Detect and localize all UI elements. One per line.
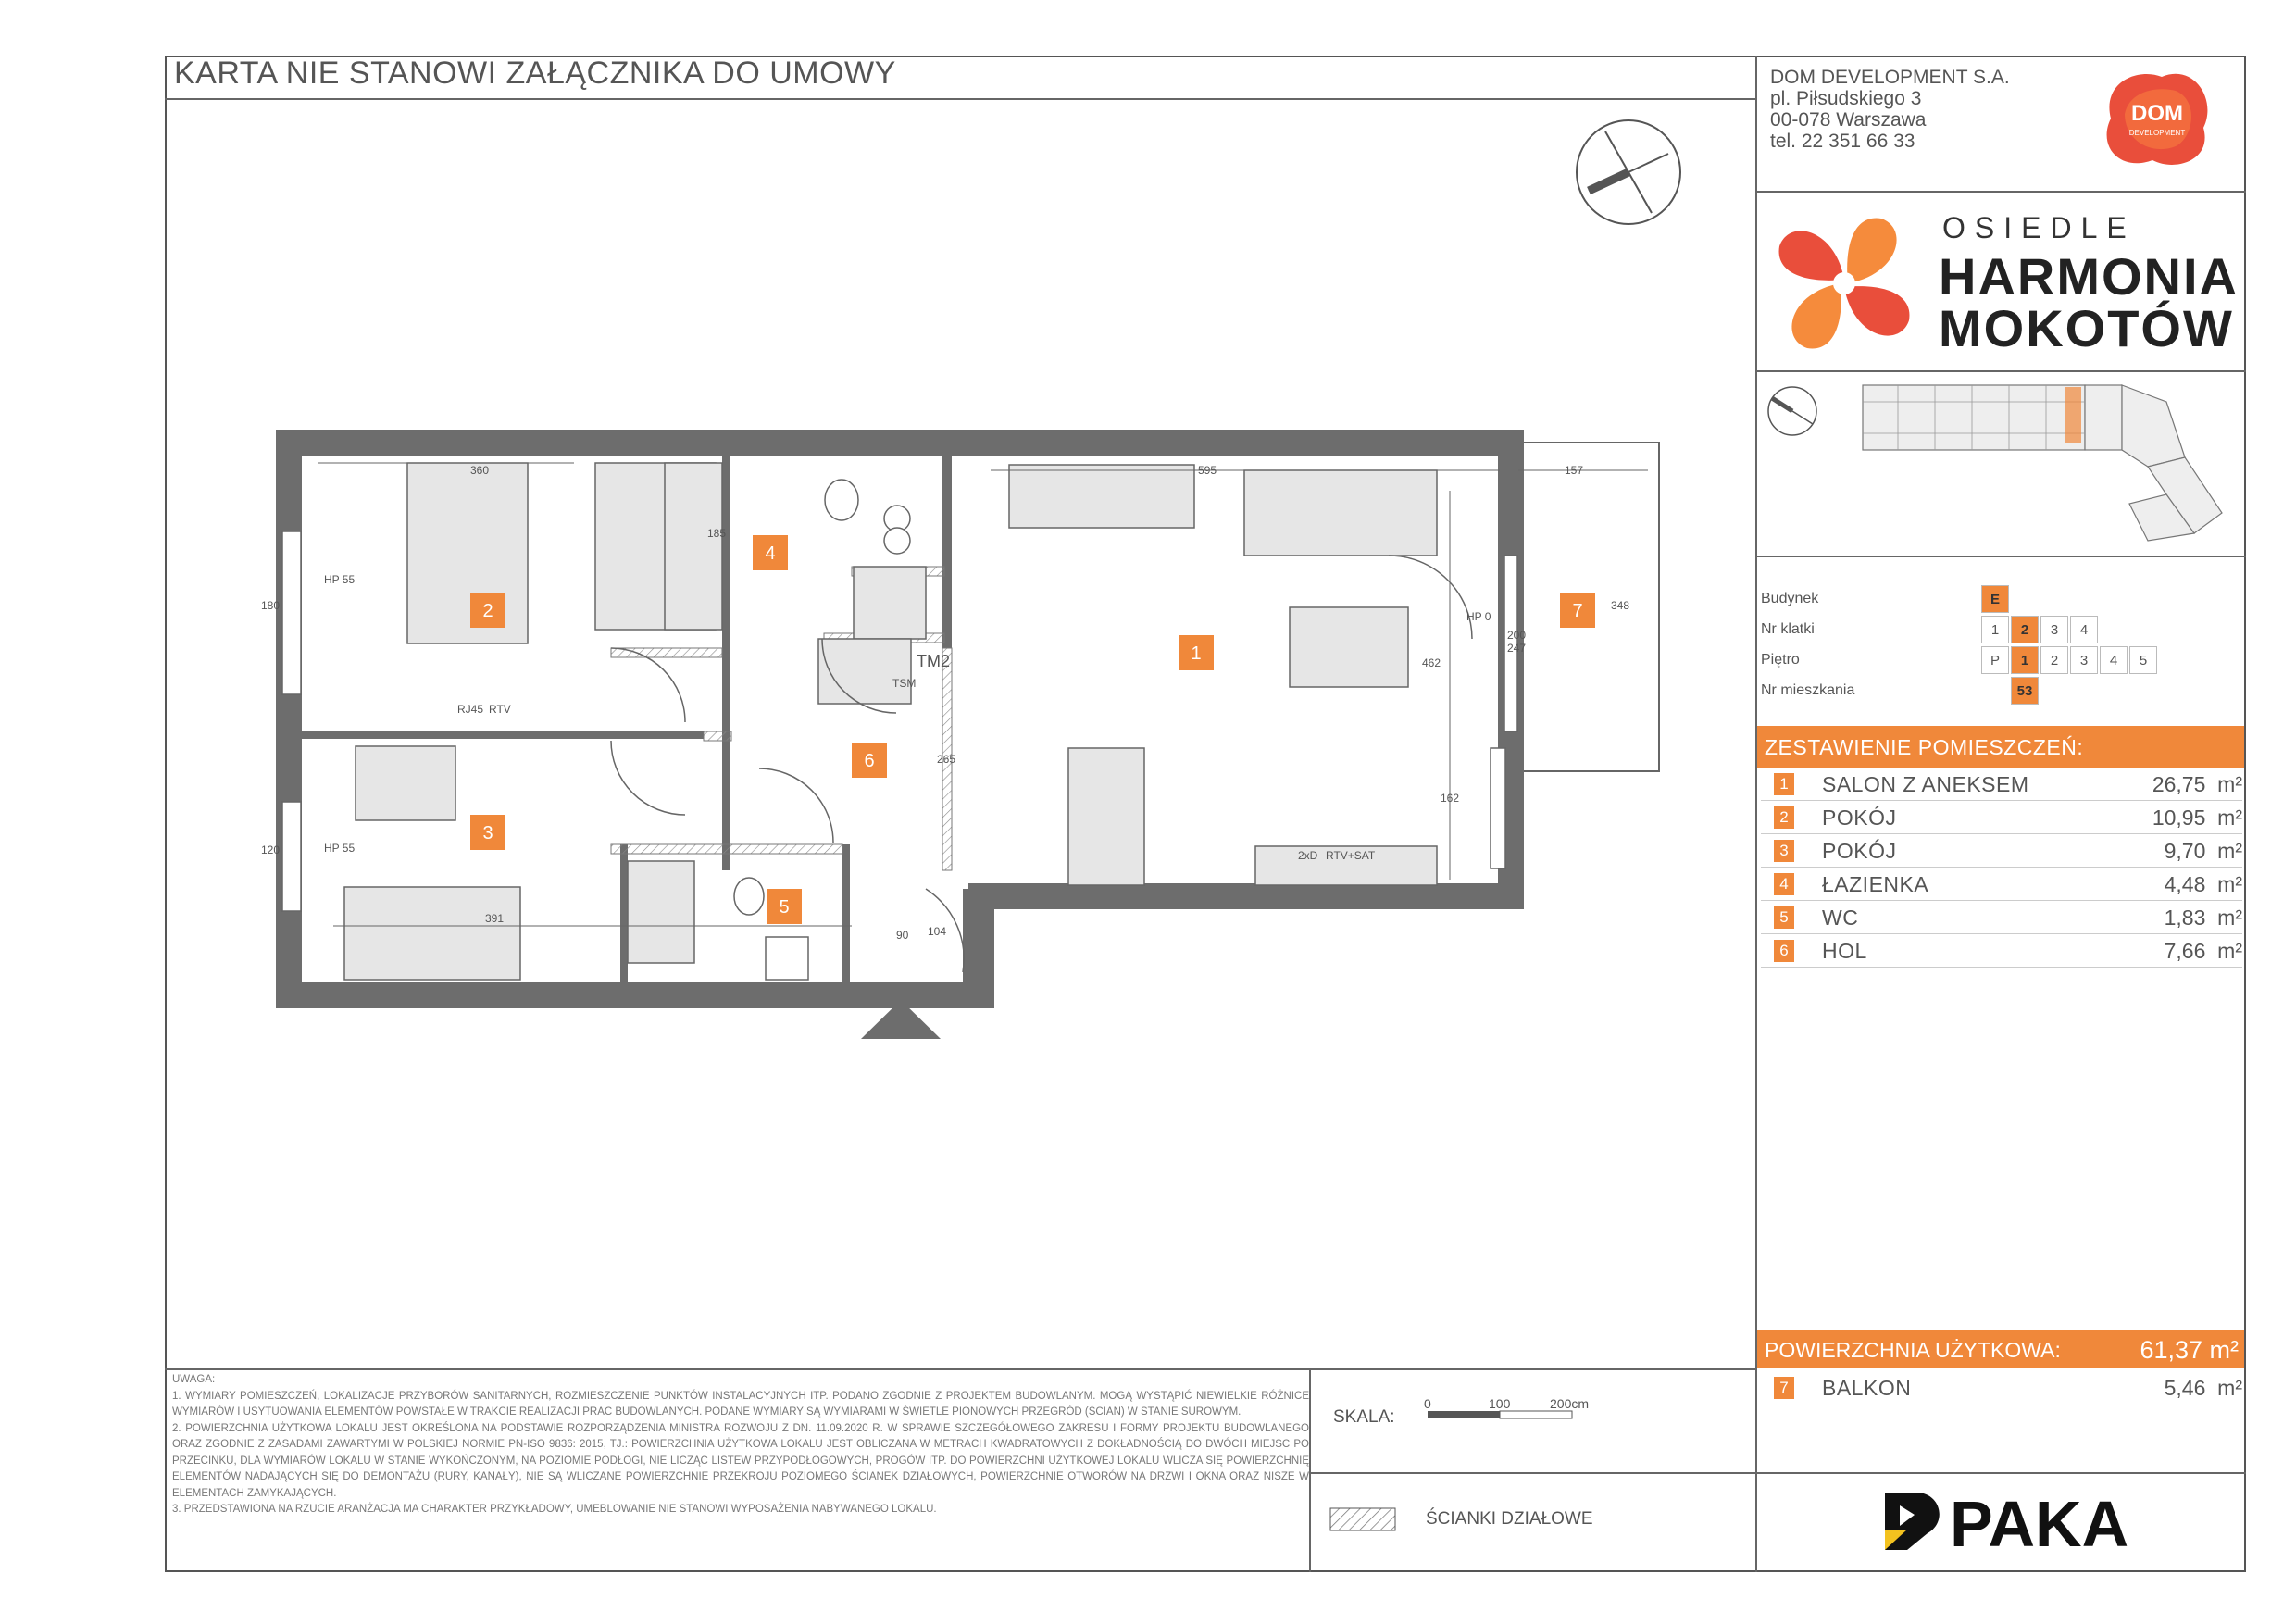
room-name: SALON Z ANEKSEM: [1822, 772, 2029, 796]
room-name: POKÓJ: [1822, 806, 1897, 830]
staircase-option: 3: [2040, 616, 2068, 643]
compass-icon: [1568, 115, 1689, 235]
interior-wall: [620, 844, 628, 983]
floor-plan: [261, 435, 1685, 1009]
divider: [1309, 1472, 1757, 1474]
washbasin-cabinet: [854, 567, 926, 639]
rooms-summary-header: [1757, 726, 2244, 768]
dimension-label: 265: [937, 753, 956, 766]
room-area: 26,75 m²: [2152, 772, 2242, 796]
room-tag-label: 1: [1191, 643, 1202, 664]
total-area-label: POWIERZCHNIA UŻYTKOWA:: [1765, 1338, 2061, 1362]
room-name: POKÓJ: [1822, 839, 1897, 863]
partition-wall: [704, 731, 731, 741]
room-area: 1,83 m²: [2164, 906, 2242, 930]
building-value: E: [1981, 585, 2009, 613]
window: [282, 531, 301, 694]
floor-option-selected: 1: [2011, 646, 2039, 674]
room-number: 6: [1774, 940, 1794, 962]
key-plan: [1759, 374, 2244, 556]
building-label: Budynek: [1761, 591, 1819, 606]
washbasin: [766, 937, 808, 980]
interior-wall: [296, 731, 704, 739]
bathtub: [665, 463, 722, 630]
room-tag-label: 5: [779, 897, 790, 918]
interior-wall: [963, 889, 985, 995]
interior-wall: [942, 454, 952, 648]
dimension-label: HP 0: [1466, 610, 1491, 623]
dimension-label: 247: [1507, 642, 1527, 655]
dimension-label: 360: [470, 464, 490, 477]
interior-wall: [842, 844, 850, 983]
developer-street: pl. Piłsudskiego 3: [1770, 88, 1922, 109]
dimension-label: HP 55: [324, 842, 356, 855]
page-title: KARTA NIE STANOWI ZAŁĄCZNIKA DO UMOWY: [174, 56, 896, 91]
staircase-option: 4: [2070, 616, 2098, 643]
kitchen-counter: [1009, 465, 1194, 528]
note-item: 2. POWIERZCHNIA UŻYTKOWA LOKALU JEST OKREŚLONA NA PODSTAWIE ROZPORZĄDZENIA MINISTRA ROZWOJU Z DN. 11.09.2020 R. W SPRAWIE SZCZEGÓŁOWEGO ZAKRESU I FORMY PROJEKTU BUDOWLANEGO ORAZ ZGODNIE Z ZASADAMI ZAWARTYMI W POLSKIEJ NORMIE PN-ISO 9836: 2015, TJ.: POWIERZCHNIA UŻYTKOWA LOKALU JEST OBLICZANA W METRACH KWADRATOWYCH Z DOKŁADNOŚCIĄ DO DWÓCH MIEJSC PO PRZECINKU, DLA WYMIARÓW LOKALU W STANIE WYKOŃCZONYM, NA POZIOMIE PODŁOGI, NIE LICZĄC LISTEW PRZYPODŁOGOWYCH, PROGÓW ITP. DO POWIERZCHNI UŻYTKOWEJ LOKALU WLICZA SIĘ POWIERZCHNIĘ ELEMENTÓW NADAJĄCYCH SIĘ DO DEMONTAŻU (RURY, KANAŁY), NIE SĄ WLICZANE POWIERZCHNIE PRZEKROJU POZIOMEGO ŚCIANEK DZIAŁOWYCH, POWIERZCHNIE OTWORÓW NA DRZWI I OKNA ORAZ NISZE W ELEMENTACH ZAMYKAJĄCYCH.: [172, 1422, 1309, 1499]
room-area: 4,48 m²: [2164, 872, 2242, 896]
developer-address: [1770, 67, 2010, 152]
logo-text-dom: DOM: [2131, 101, 2183, 126]
room-name: WC: [1822, 906, 1859, 930]
logo-text-development: DEVELOPMENT: [2128, 129, 2186, 137]
key-plan-compass-icon: [1768, 387, 1816, 435]
sofa: [1244, 470, 1437, 556]
dimension-label: 180: [261, 599, 281, 612]
washing-machine: [818, 639, 911, 704]
room-number: 2: [1774, 806, 1794, 829]
dimension-label: TSM: [892, 677, 917, 690]
room-row: [1761, 868, 2242, 901]
harmonia-flower-icon: [1770, 209, 1918, 357]
dimension-label: 157: [1565, 464, 1584, 477]
developer-city: 00-078 Warszawa: [1770, 109, 1927, 131]
dom-development-logo: [2092, 63, 2222, 174]
estate-line3: MOKOTÓW: [1939, 299, 2234, 357]
scale-tick-200: 200cm: [1550, 1396, 1590, 1411]
room-area: 10,95 m²: [2152, 806, 2242, 830]
staircase-label: Nr klatki: [1761, 621, 1815, 637]
developer-phone: tel. 22 351 66 33: [1770, 131, 1915, 152]
sink: [884, 528, 910, 554]
dimension-label: 90: [896, 929, 909, 942]
room-tag-label: 2: [482, 601, 493, 621]
paka-logo: [1879, 1485, 2129, 1560]
dining-table: [1068, 748, 1144, 885]
room-row: [1761, 802, 2242, 834]
dimension-label: 462: [1422, 656, 1441, 669]
bed: [344, 887, 520, 980]
scale-tick-100: 100: [1489, 1396, 1511, 1411]
estate-line1: OSIEDLE: [1942, 211, 2136, 244]
floor-option: 3: [2070, 646, 2098, 674]
room-number: 4: [1774, 873, 1794, 895]
room-tag-label: 3: [482, 823, 493, 843]
floor-label: Piętro: [1761, 652, 1800, 668]
scale-tick-0: 0: [1424, 1396, 1431, 1411]
shower: [628, 861, 694, 963]
dimension-label: 595: [1198, 464, 1217, 477]
room-number: 1: [1774, 773, 1794, 795]
dimension-label: 120: [261, 843, 281, 856]
room-area: 9,70 m²: [2164, 839, 2242, 863]
room-tag-label: 6: [864, 751, 875, 771]
dimension-label: TM2: [917, 652, 950, 670]
desk: [356, 746, 455, 820]
divider: [1755, 1472, 2246, 1474]
fixture-label: RTV: [489, 703, 511, 716]
room-name: BALKON: [1822, 1376, 1912, 1400]
note-item: 1. WYMIARY POMIESZCZEŃ, LOKALIZACJE PRZYBORÓW SANITARNYCH, ROZMIESZCZENIE PUNKTÓW INSTALACYJNYCH ITP. PODANO ZGODNIE Z PROJEKTEM BUDOWLANYM. MOGĄ WYSTĄPIĆ NIEWIELKIE RÓŻNICE WYMIARÓW I USYTUOWANIA ELEMENTÓW POWSTAŁE W TRAKCIE REALIZACJI PRAC BUDOWLANYCH. PODANE WYMIARY SĄ WYMIARAMI W ŚWIETLE PIONOWYCH PRZEGRÓD (ŚCIAN) W STANIE SUROWYM.: [172, 1390, 1309, 1418]
partition-wall: [611, 844, 842, 854]
fixture-label: 2xD: [1298, 849, 1318, 862]
room-row: [1761, 935, 2242, 968]
window: [1491, 748, 1505, 868]
rooms-summary-heading: ZESTAWIENIE POMIESZCZEŃ:: [1765, 735, 2084, 759]
divider: [165, 1368, 1757, 1370]
dimension-label: HP 55: [324, 573, 356, 586]
title-divider: [165, 98, 1757, 100]
total-area-bar: [1757, 1330, 2244, 1368]
paka-text: PAKA: [1950, 1488, 2129, 1560]
dimension-label: 200: [1507, 629, 1527, 642]
staircase-option: 1: [1981, 616, 2009, 643]
apartment-label: Nr mieszkania: [1761, 682, 1855, 698]
room-tag-label: 4: [765, 543, 776, 564]
room-number: 5: [1774, 906, 1794, 929]
dimension-label: 348: [1611, 599, 1630, 612]
dimension-label: 185: [707, 527, 727, 540]
room-name: ŁAZIENKA: [1822, 872, 1929, 896]
room-number: 3: [1774, 840, 1794, 862]
notes: [172, 1372, 1309, 1518]
dimension-label: 104: [928, 925, 947, 938]
dimension-label: 391: [485, 912, 505, 925]
interior-wall: [722, 454, 730, 870]
developer-name: DOM DEVELOPMENT S.A.: [1770, 67, 2010, 88]
balcony-row: [1761, 1372, 2242, 1404]
room-row: [1761, 835, 2242, 868]
partition-legend-label: ŚCIANKI DZIAŁOWE: [1426, 1509, 1593, 1529]
apartment-value: 53: [2011, 677, 2039, 705]
room-tag-label: 7: [1572, 601, 1583, 621]
fixture-label: RJ45: [457, 703, 484, 716]
room-row: [1761, 768, 2242, 801]
toilet: [825, 480, 858, 520]
divider: [1755, 370, 2246, 372]
window: [282, 802, 301, 911]
divider: [1755, 556, 2246, 557]
room-name: HOL: [1822, 939, 1867, 963]
divider: [1309, 1368, 1311, 1572]
bed: [407, 463, 528, 643]
estate-line2: HARMONIA: [1939, 247, 2239, 306]
note-item: 3. PRZEDSTAWIONA NA RZUCIE ARANŻACJA MA CHARAKTER PRZYKŁADOWY, UMEBLOWANIE NIE STANOWI WYPOSAŻENIA NABYWANEGO LOKALU.: [172, 1504, 937, 1515]
dimension-label: 162: [1441, 792, 1460, 805]
floor-option: 2: [2040, 646, 2068, 674]
scale-label: SKALA:: [1333, 1407, 1395, 1427]
divider: [1755, 191, 2246, 193]
toilet: [734, 878, 764, 915]
coffee-table: [1290, 607, 1408, 687]
floor-option: 5: [2129, 646, 2157, 674]
staircase-option-selected: 2: [2011, 616, 2039, 643]
floor-option: P: [1981, 646, 2009, 674]
room-area: 7,66 m²: [2164, 939, 2242, 963]
room-number: 7: [1774, 1377, 1794, 1399]
room-row: [1761, 902, 2242, 934]
partition-hatch-icon: [1329, 1507, 1396, 1531]
fixture-label: RTV+SAT: [1326, 849, 1376, 862]
floor-option: 4: [2100, 646, 2128, 674]
notes-heading: UWAGA:: [172, 1374, 216, 1385]
room-area: 5,46 m²: [2164, 1376, 2242, 1400]
total-area-value: 61,37 m²: [2140, 1336, 2239, 1364]
